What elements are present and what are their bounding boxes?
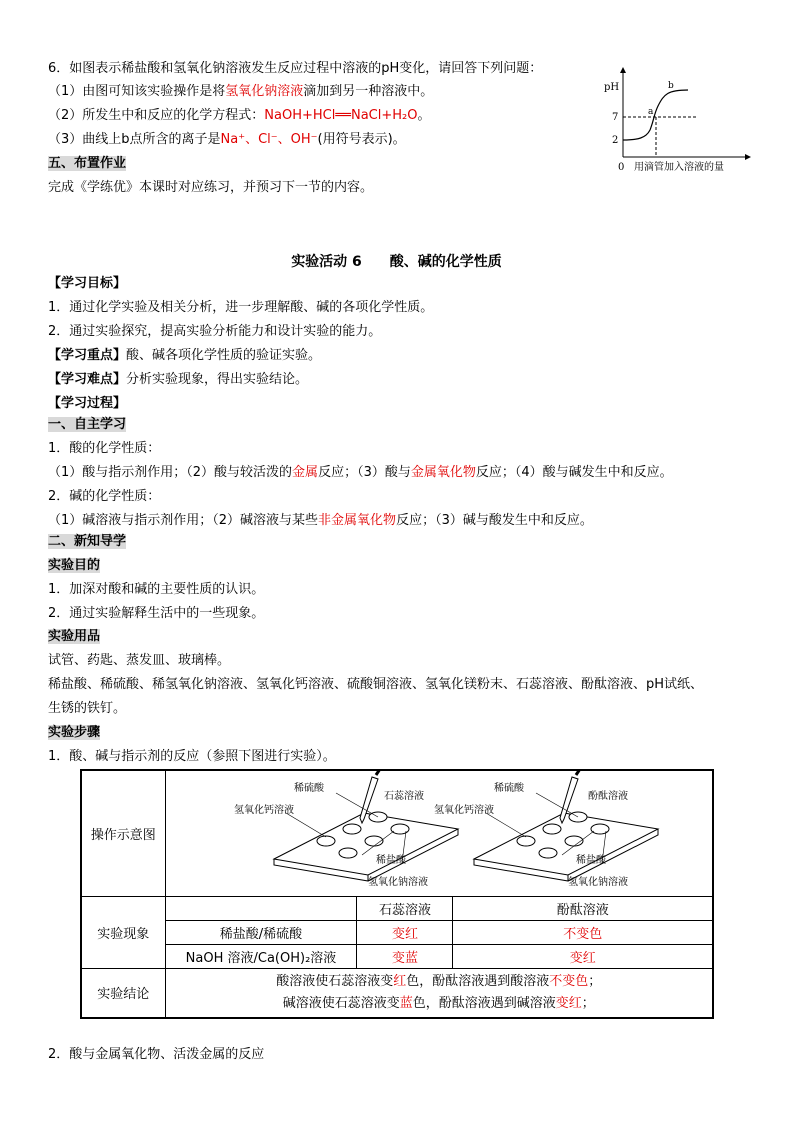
label-hcl-2: 稀盐酸 [575,855,606,867]
q6-part2 [48,107,431,125]
x-label: 用滴管加入溶液的量 [634,162,724,173]
c2c: 色，酚酞溶液遇到碱溶液 [412,995,556,1011]
spot-plate-diagram [166,771,712,895]
goal-1: 1．通过化学实验及相关分析，进一步理解酸、碱的各项化学性质。 [48,300,434,315]
acid-row-label: 稀盐酸/稀硫酸 [165,920,357,944]
b2: 反应；（3）碱与酸发生中和反应。 [396,513,593,528]
origin: 0 [618,162,625,173]
homework-head: 五、布置作业 [48,156,127,171]
diff-text: 分析实验现象，得出实验结论。 [126,372,309,387]
blank-header [165,896,357,920]
q6-p1-post: 滴加到另一种溶液中。 [303,84,434,99]
q6-p1-answer: 氢氧化钠溶液 [225,84,304,99]
point-a: a [648,107,654,117]
acid-row [81,920,713,944]
difficulty [48,371,308,389]
materials-heading [48,628,100,646]
q6-p2-pre: （2）所发生中和反应的化学方程式： [48,108,265,123]
base-litmus: 变蓝 [357,944,453,968]
tick-2: 2 [612,135,619,146]
label-naoh-2: 氢氧化钠溶液 [567,877,628,889]
step-head: 实验步骤 [48,725,101,740]
base-row [81,944,713,968]
diagram-label: 操作示意图 [81,770,165,896]
acid-litmus: 变红 [357,920,453,944]
label-naoh-1: 氢氧化钠溶液 [367,877,428,889]
base-row-label: NaOH 溶液/Ca(OH)₂溶液 [165,944,357,968]
a2-red: 金属氧化物 [410,465,476,480]
q6-p2-answer: NaOH+HCl══NaCl+H₂O [264,108,418,123]
q6-part3 [48,131,406,149]
conclusion-base [166,993,713,1015]
step-1: 1．酸、碱与指示剂的反应（参照下图进行实验）。 [48,749,336,764]
homework-heading [48,155,126,173]
base-props-head: 2．碱的化学性质： [48,489,161,504]
experiment-table [80,769,714,1019]
plate-litmus [234,771,458,888]
acid-props [48,464,673,482]
q6-p2-post: 。 [417,108,431,123]
col-litmus: 石蕊溶液 [357,896,453,920]
observation-label: 实验现象 [81,896,165,968]
key-point [48,347,321,365]
c2e: ； [581,995,595,1011]
acid-props-head: 1．酸的化学性质： [48,441,161,456]
q6-stem: 6．如图表示稀盐酸和氢氧化钠溶液发生反应过程中溶液的pH变化，请回答下列问题： [48,61,543,76]
point-b: b [668,81,674,91]
purpose-2: 2．通过实验解释生活中的一些现象。 [48,606,265,621]
c1e: ； [588,973,602,989]
c1c: 色，酚酞溶液遇到酸溶液 [406,973,550,989]
label-hcl-1: 稀盐酸 [375,855,406,867]
a2: 反应；（3）酸与 [318,465,411,480]
c1a: 酸溶液使石蕊溶液变 [276,973,394,989]
label-acid-2: 稀硫酸 [493,783,524,795]
base-phenol: 变红 [453,944,713,968]
c2d: 变红 [555,995,582,1011]
c2b: 蓝 [399,995,413,1011]
a1: （1）酸与指示剂作用；（2）酸与较活泼的 [48,465,293,480]
page-title: 实验活动 6 酸、碱的化学性质 [291,254,502,270]
c1d: 不变色 [549,973,589,989]
y-label: pH [604,82,620,93]
label-ind-2: 酚酞溶液 [587,791,628,803]
self-head: 一、自主学习 [48,417,127,432]
materials-1: 试管、药匙、蒸发皿、玻璃棒。 [48,653,231,668]
homework-text: 完成《学练优》本课时对应练习，并预习下一节的内容。 [48,180,374,195]
b1: （1）碱溶液与指示剂作用；（2）碱溶液与某些 [48,513,319,528]
diagram-cell [165,770,713,896]
goals-heading: 【学习目标】 [48,276,127,291]
conclusion-acid [166,971,713,993]
base-props [48,512,593,530]
tick-7: 7 [612,112,619,123]
process-heading: 【学习过程】 [48,396,127,411]
key-text: 酸、碱各项化学性质的验证实验。 [126,348,322,363]
materials-2: 稀盐酸、稀硫酸、稀氢氧化钠溶液、氢氧化钙溶液、硫酸铜溶液、氢氧化镁粉末、石蕊溶液、酚酞溶液、pH试纸、 [48,677,704,692]
acid-phenol: 不变色 [453,920,713,944]
diff-head: 【学习难点】 [48,372,127,387]
diagram-row [81,770,713,896]
q6-p3-pre: （3）曲线上b点所含的离子是 [48,132,221,147]
ph-graph [598,62,758,180]
q6-p3-post: (用符号表示)。 [317,132,406,147]
mat-head: 实验用品 [48,629,101,644]
conclusion-cell [165,968,713,1018]
col-phenol: 酚酞溶液 [453,896,713,920]
purpose-head: 实验目的 [48,558,101,573]
c1b: 红 [393,973,407,989]
purpose-heading [48,557,100,575]
key-head: 【学习重点】 [48,348,127,363]
q6-p1-pre: （1）由图可知该实验操作是将 [48,84,226,99]
header-row [81,896,713,920]
label-caoh-1: 氢氧化钙溶液 [233,805,294,817]
label-ind-1: 石蕊溶液 [383,791,424,803]
goal-2: 2．通过实验探究，提高实验分析能力和设计实验的能力。 [48,324,382,339]
a1-red: 金属 [292,465,319,480]
b1-red: 非金属氧化物 [318,513,397,528]
q6-p3-answer: Na⁺、Cl⁻、OH⁻ [220,132,318,147]
label-acid-1: 稀硫酸 [293,783,324,795]
steps-heading [48,724,100,742]
new-heading [48,533,126,551]
purpose-1: 1．加深对酸和碱的主要性质的认识。 [48,582,265,597]
step-2: 2．酸与金属氧化物、活泼金属的反应 [48,1047,265,1062]
materials-3: 生锈的铁钉。 [48,701,127,716]
a3: 反应；（4）酸与碱发生中和反应。 [475,465,673,480]
plate-phenol [434,771,658,888]
conclusion-label: 实验结论 [81,968,165,1018]
label-caoh-2: 氢氧化钙溶液 [433,805,494,817]
c2a: 碱溶液使石蕊溶液变 [282,995,400,1011]
new-head: 二、新知导学 [48,534,127,549]
conclusion-row [81,968,713,1018]
q6-part1 [48,83,433,101]
self-study-heading [48,416,126,434]
